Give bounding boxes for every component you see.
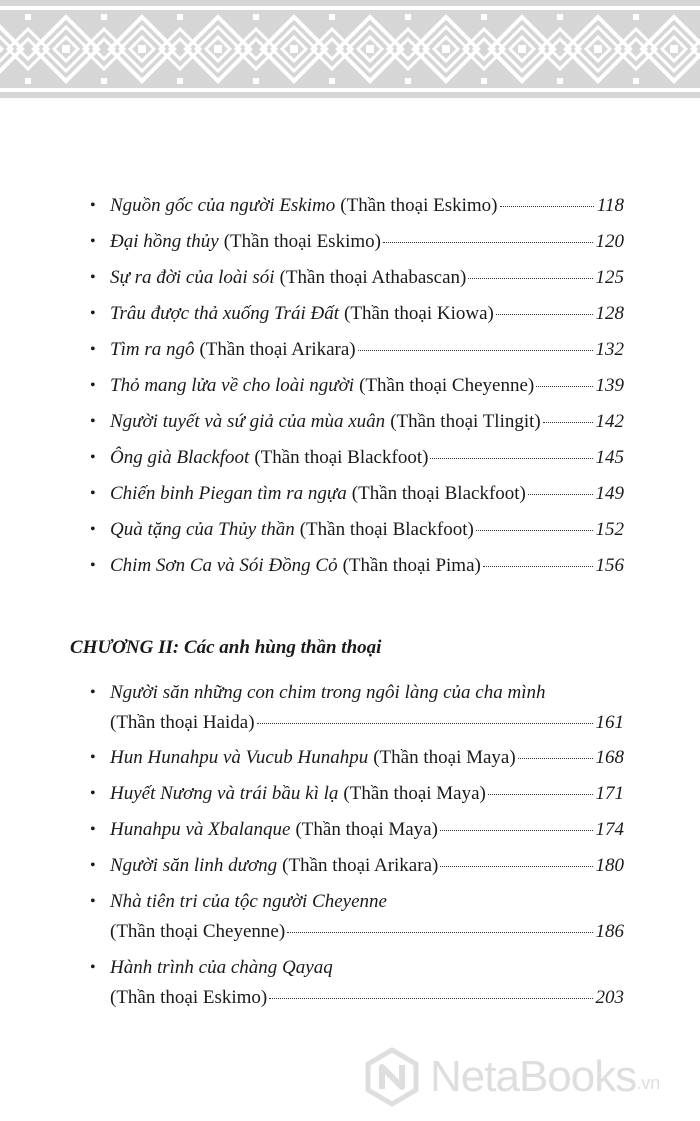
entry-source: (Thần thoại Maya) [373, 747, 516, 768]
entry-page-number: 186 [595, 921, 624, 942]
dot-leader [536, 386, 592, 387]
entry-title: Quà tặng của Thủy thần [110, 519, 295, 540]
entry-page-number: 174 [595, 819, 624, 840]
entry-source: (Thần thoại Blackfoot) [299, 519, 474, 540]
entry-source: (Thần thoại Athabascan) [279, 267, 467, 288]
entry-title: Thỏ mang lửa về cho loài người [110, 375, 355, 396]
bullet-icon: • [90, 785, 96, 802]
dot-leader [430, 458, 592, 459]
entry-source: (Thần thoại Haida) [110, 712, 255, 733]
dot-leader [287, 932, 592, 933]
entry-source: (Thần thoại Maya) [295, 819, 438, 840]
entry-source: (Thần thoại Maya) [343, 783, 486, 804]
bullet-icon: • [90, 449, 96, 466]
entry-page-number: 139 [595, 375, 624, 396]
entry-title: Nguồn gốc của người Eskimo [110, 195, 336, 216]
watermark-suffix: .vn [636, 1073, 661, 1093]
entry-page-number: 180 [595, 855, 624, 876]
entry-title: Sự ra đời của loài sói [110, 267, 275, 288]
entry-source: (Thần thoại Cheyenne) [359, 375, 535, 396]
entry-title: Người tuyết và sứ giả của mùa xuân [110, 411, 386, 432]
netabooks-watermark [362, 1042, 692, 1112]
bullet-icon: • [90, 521, 96, 538]
entry-title: Hun Hunahpu và Vucub Hunahpu [110, 747, 369, 768]
bullet-icon: • [90, 269, 96, 286]
entry-source: (Thần thoại Blackfoot) [254, 447, 429, 468]
entry-page-number: 149 [595, 483, 624, 504]
bullet-icon: • [90, 959, 96, 976]
entry-page-number: 128 [595, 303, 624, 324]
entry-title: Chiến binh Piegan tìm ra ngựa [110, 483, 347, 504]
dot-leader [383, 242, 593, 243]
bullet-icon: • [90, 485, 96, 502]
entry-page-number: 168 [595, 747, 624, 768]
bullet-icon: • [90, 341, 96, 358]
dot-leader [269, 998, 592, 999]
entry-source: (Thần thoại Arikara) [282, 855, 439, 876]
entry-source: (Thần thoại Blackfoot) [351, 483, 526, 504]
entry-title: Hành trình của chàng Qayaq [110, 957, 333, 978]
entry-title: Chim Sơn Ca và Sói Đồng Cỏ [110, 555, 338, 576]
bullet-icon: • [90, 305, 96, 322]
entry-title: Trâu được thả xuống Trái Đất [110, 303, 340, 324]
dot-leader [257, 723, 593, 724]
entry-source: (Thần thoại Kiowa) [344, 303, 494, 324]
entry-source: (Thần thoại Eskimo) [340, 195, 498, 216]
entry-page-number: 120 [595, 231, 624, 252]
entry-title: Ông già Blackfoot [110, 447, 250, 468]
dot-leader [528, 494, 593, 495]
entry-source: (Thần thoại Eskimo) [223, 231, 381, 252]
bullet-icon: • [90, 233, 96, 250]
bullet-icon: • [90, 377, 96, 394]
entry-source: (Thần thoại Pima) [342, 555, 481, 576]
dot-leader [358, 350, 593, 351]
entry-page-number: 125 [595, 267, 624, 288]
entry-source: (Thần thoại Eskimo) [110, 987, 268, 1008]
bullet-icon: • [90, 557, 96, 574]
dot-leader [518, 758, 593, 759]
entry-title: Người săn những con chim trong ngôi làng của cha mình [110, 682, 546, 703]
decorative-pattern-banner [0, 0, 700, 98]
dot-leader [476, 530, 593, 531]
bullet-icon: • [90, 197, 96, 214]
dot-leader [440, 830, 593, 831]
entry-page-number: 118 [596, 195, 624, 216]
entry-page-number: 203 [595, 987, 624, 1008]
entry-source: (Thần thoại Cheyenne) [110, 921, 286, 942]
watermark-brand: NetaBooks [430, 1052, 637, 1101]
dot-leader [500, 206, 594, 207]
bullet-icon: • [90, 749, 96, 766]
entry-title: Huyết Nương và trái bầu kì lạ [110, 783, 339, 804]
bullet-icon: • [90, 413, 96, 430]
entry-page-number: 171 [595, 783, 624, 804]
entry-source: (Thần thoại Tlingit) [390, 411, 541, 432]
dot-leader [488, 794, 593, 795]
entry-title: Hunahpu và Xbalanque [110, 819, 291, 840]
dot-leader [496, 314, 593, 315]
entry-page-number: 156 [595, 555, 624, 576]
netabooks-logo-icon [362, 1047, 422, 1107]
dot-leader [483, 566, 593, 567]
bullet-icon: • [90, 821, 96, 838]
dot-leader [440, 866, 592, 867]
entry-source: (Thần thoại Arikara) [199, 339, 356, 360]
entry-title: Tìm ra ngô [110, 339, 195, 360]
dot-leader [543, 422, 593, 423]
bullet-icon: • [90, 684, 96, 701]
entry-page-number: 152 [595, 519, 624, 540]
entry-title: Người săn linh dương [110, 855, 278, 876]
chapter-heading: CHƯƠNG II: Các anh hùng thần thoại [70, 637, 382, 658]
entry-page-number: 161 [595, 712, 624, 733]
dot-leader [468, 278, 592, 279]
bullet-icon: • [90, 857, 96, 874]
entry-title: Đại hồng thủy [110, 231, 219, 252]
entry-page-number: 142 [595, 411, 624, 432]
bullet-icon: • [90, 893, 96, 910]
entry-page-number: 132 [595, 339, 624, 360]
entry-title: Nhà tiên tri của tộc người Cheyenne [110, 891, 387, 912]
entry-page-number: 145 [595, 447, 624, 468]
